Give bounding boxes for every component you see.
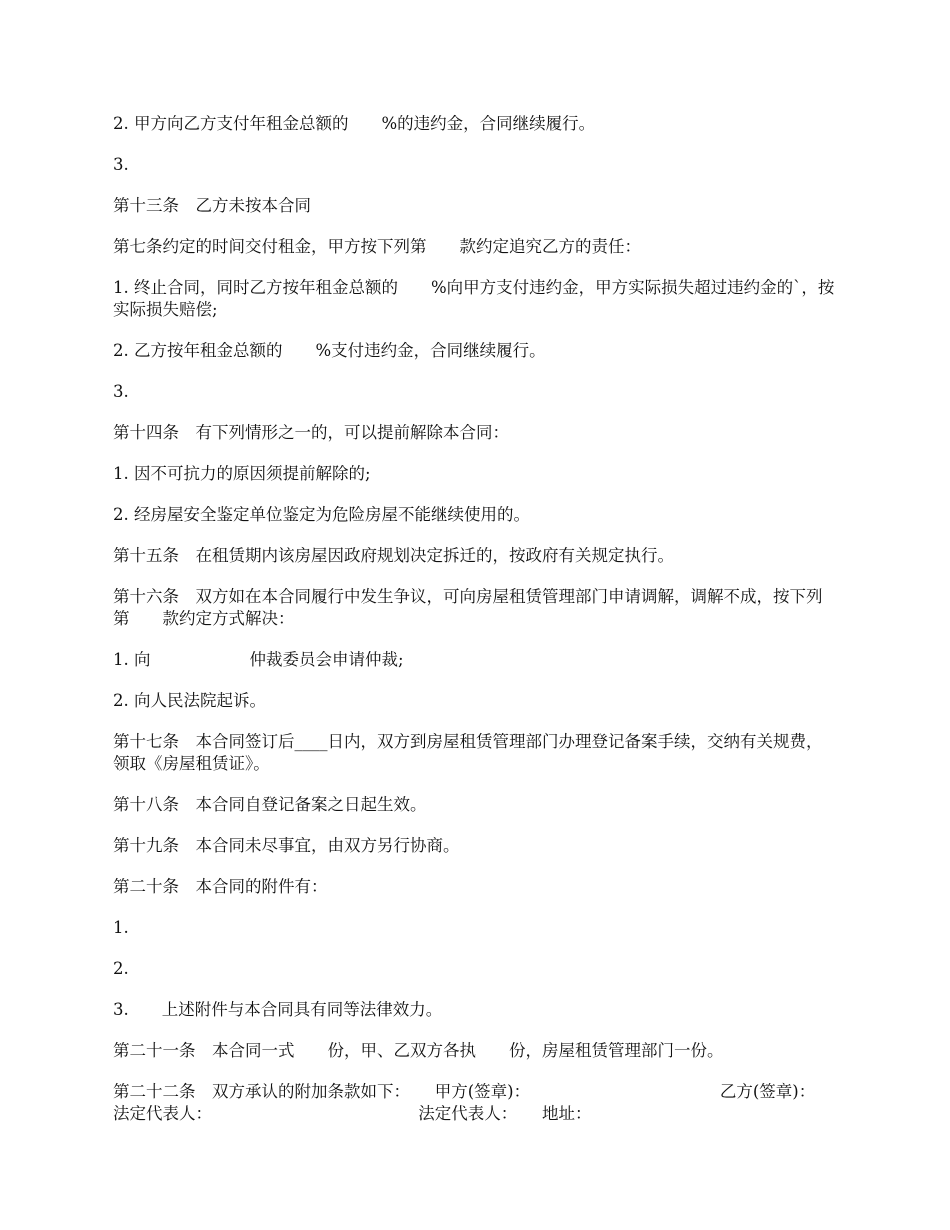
paragraph-clause-22-signatures: 第二十二条 双方承认的附加条款如下： 甲方(签章)： 乙方(签章)： 法定代表人： 法定代表人： 地址： bbox=[113, 1082, 840, 1123]
paragraph-clause-13-item-3: 3. bbox=[113, 382, 129, 401]
paragraph-clause-20-item-2: 2. bbox=[113, 959, 129, 978]
paragraph-clause-20-item-3: 3. 上述附件与本合同具有同等法律效力。 bbox=[113, 1000, 443, 1019]
paragraph-clause-13-body: 第七条约定的时间交付租金，甲方按下列第 款约定追究乙方的责任： bbox=[113, 237, 641, 256]
paragraph-clause-13-title: 第十三条 乙方未按本合同 bbox=[113, 196, 311, 215]
paragraph-clause-19: 第十九条 本合同未尽事宜，由双方另行协商。 bbox=[113, 836, 460, 855]
paragraph-clause-12-item-3: 3. bbox=[113, 155, 129, 174]
paragraph-clause-13-item-1: 1. 终止合同，同时乙方按年租金总额的 %向甲方支付违约金，甲方实际损失超过违约金的`，按实际损失赔偿; bbox=[113, 278, 835, 319]
paragraph-clause-14: 第十四条 有下列情形之一的，可以提前解除本合同： bbox=[113, 423, 509, 442]
paragraph-clause-12-item-2: 2. 甲方向乙方支付年租金总额的 %的违约金，合同继续履行。 bbox=[113, 114, 596, 133]
paragraph-clause-21: 第二十一条 本合同一式 份，甲、乙双方各执 份，房屋租赁管理部门一份。 bbox=[113, 1041, 724, 1060]
paragraph-clause-18: 第十八条 本合同自登记备案之日起生效。 bbox=[113, 795, 427, 814]
paragraph-clause-14-item-2: 2. 经房屋安全鉴定单位鉴定为危险房屋不能继续使用的。 bbox=[113, 505, 530, 524]
paragraph-clause-14-item-1: 1. 因不可抗力的原因须提前解除的; bbox=[113, 464, 371, 483]
paragraph-clause-16: 第十六条 双方如在本合同履行中发生争议，可向房屋租赁管理部门申请调解，调解不成，按下列第 款约定方式解决： bbox=[113, 587, 823, 628]
paragraph-clause-15: 第十五条 在租赁期内该房屋因政府规划决定拆迁的，按政府有关规定执行。 bbox=[113, 546, 674, 565]
paragraph-clause-20: 第二十条 本合同的附件有： bbox=[113, 877, 328, 896]
paragraph-clause-13-item-2: 2. 乙方按年租金总额的 %支付违约金，合同继续履行。 bbox=[113, 341, 546, 360]
paragraph-clause-16-item-1: 1. 向 仲裁委员会申请仲裁; bbox=[113, 650, 404, 669]
paragraph-clause-17: 第十七条 本合同签订后____日内，双方到房屋租赁管理部门办理登记备案手续，交纳有关规费，领取《房屋租赁证》。 bbox=[113, 732, 823, 773]
paragraph-clause-20-item-1: 1. bbox=[113, 918, 129, 937]
paragraph-clause-16-item-2: 2. 向人民法院起诉。 bbox=[113, 691, 266, 710]
